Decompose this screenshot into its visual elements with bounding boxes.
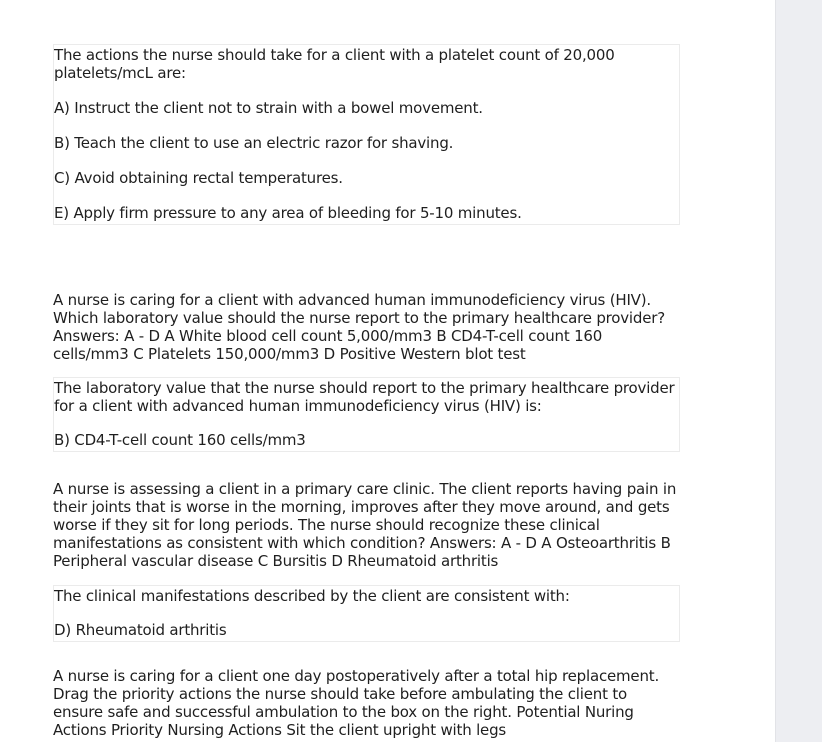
- answer-block-1: [53, 44, 680, 225]
- answer-item: C) Avoid obtaining rectal temperatures.: [54, 169, 343, 187]
- answer-item: B) Teach the client to use an electric razor for shaving.: [54, 134, 454, 152]
- answer-item: A) Instruct the client not to strain with a bowel movement.: [54, 99, 483, 117]
- answer-choice: D) Rheumatoid arthritis: [54, 621, 227, 639]
- question-4: A nurse is caring for a client one day postoperatively after a total hip replacement. Drag the priority actions the nurse should take before ambulating the client to ensure safe and successful ambulation to the box on the right. Potential Nuring Actions Priority Nursing Actions Sit the client upright with legs: [53, 667, 660, 739]
- question-2: A nurse is caring for a client with advanced human immunodeficiency virus (HIV). Which laboratory value should the nurse report to the primary healthcare provider? Answers: A - D A White blood cell count 5,000/mm3 B CD4-T-cell count 160 cells/mm3 C Platelets 150,000/mm3 D Positive Western blot test: [53, 291, 665, 363]
- answer-block-3: [53, 585, 680, 642]
- answer-item: E) Apply firm pressure to any area of bleeding for 5-10 minutes.: [54, 204, 522, 222]
- answer-choice: B) CD4-T-cell count 160 cells/mm3: [54, 431, 306, 449]
- question-3: A nurse is assessing a client in a primary care clinic. The client reports having pain in their joints that is worse in the morning, improves after they move around, and gets worse if they sit for long periods. The nurse should recognize these clinical manifestations as consistent with which condition? Answers: A - D A Osteoarthritis B Peripheral vascular disease C Bursitis D Rheumatoid arthritis: [53, 480, 677, 570]
- answer-block-2-intro: The laboratory value that the nurse should report to the primary healthcare provider for a client with advanced human immunodeficiency virus (HIV) is:: [54, 379, 675, 415]
- answer-block-1-intro: The actions the nurse should take for a client with a platelet count of 20,000 platelets/mcL are:: [54, 46, 615, 82]
- right-sidebar-panel: [775, 0, 822, 742]
- answer-block-3-intro: The clinical manifestations described by the client are consistent with:: [54, 587, 570, 605]
- answer-block-2: [53, 377, 680, 452]
